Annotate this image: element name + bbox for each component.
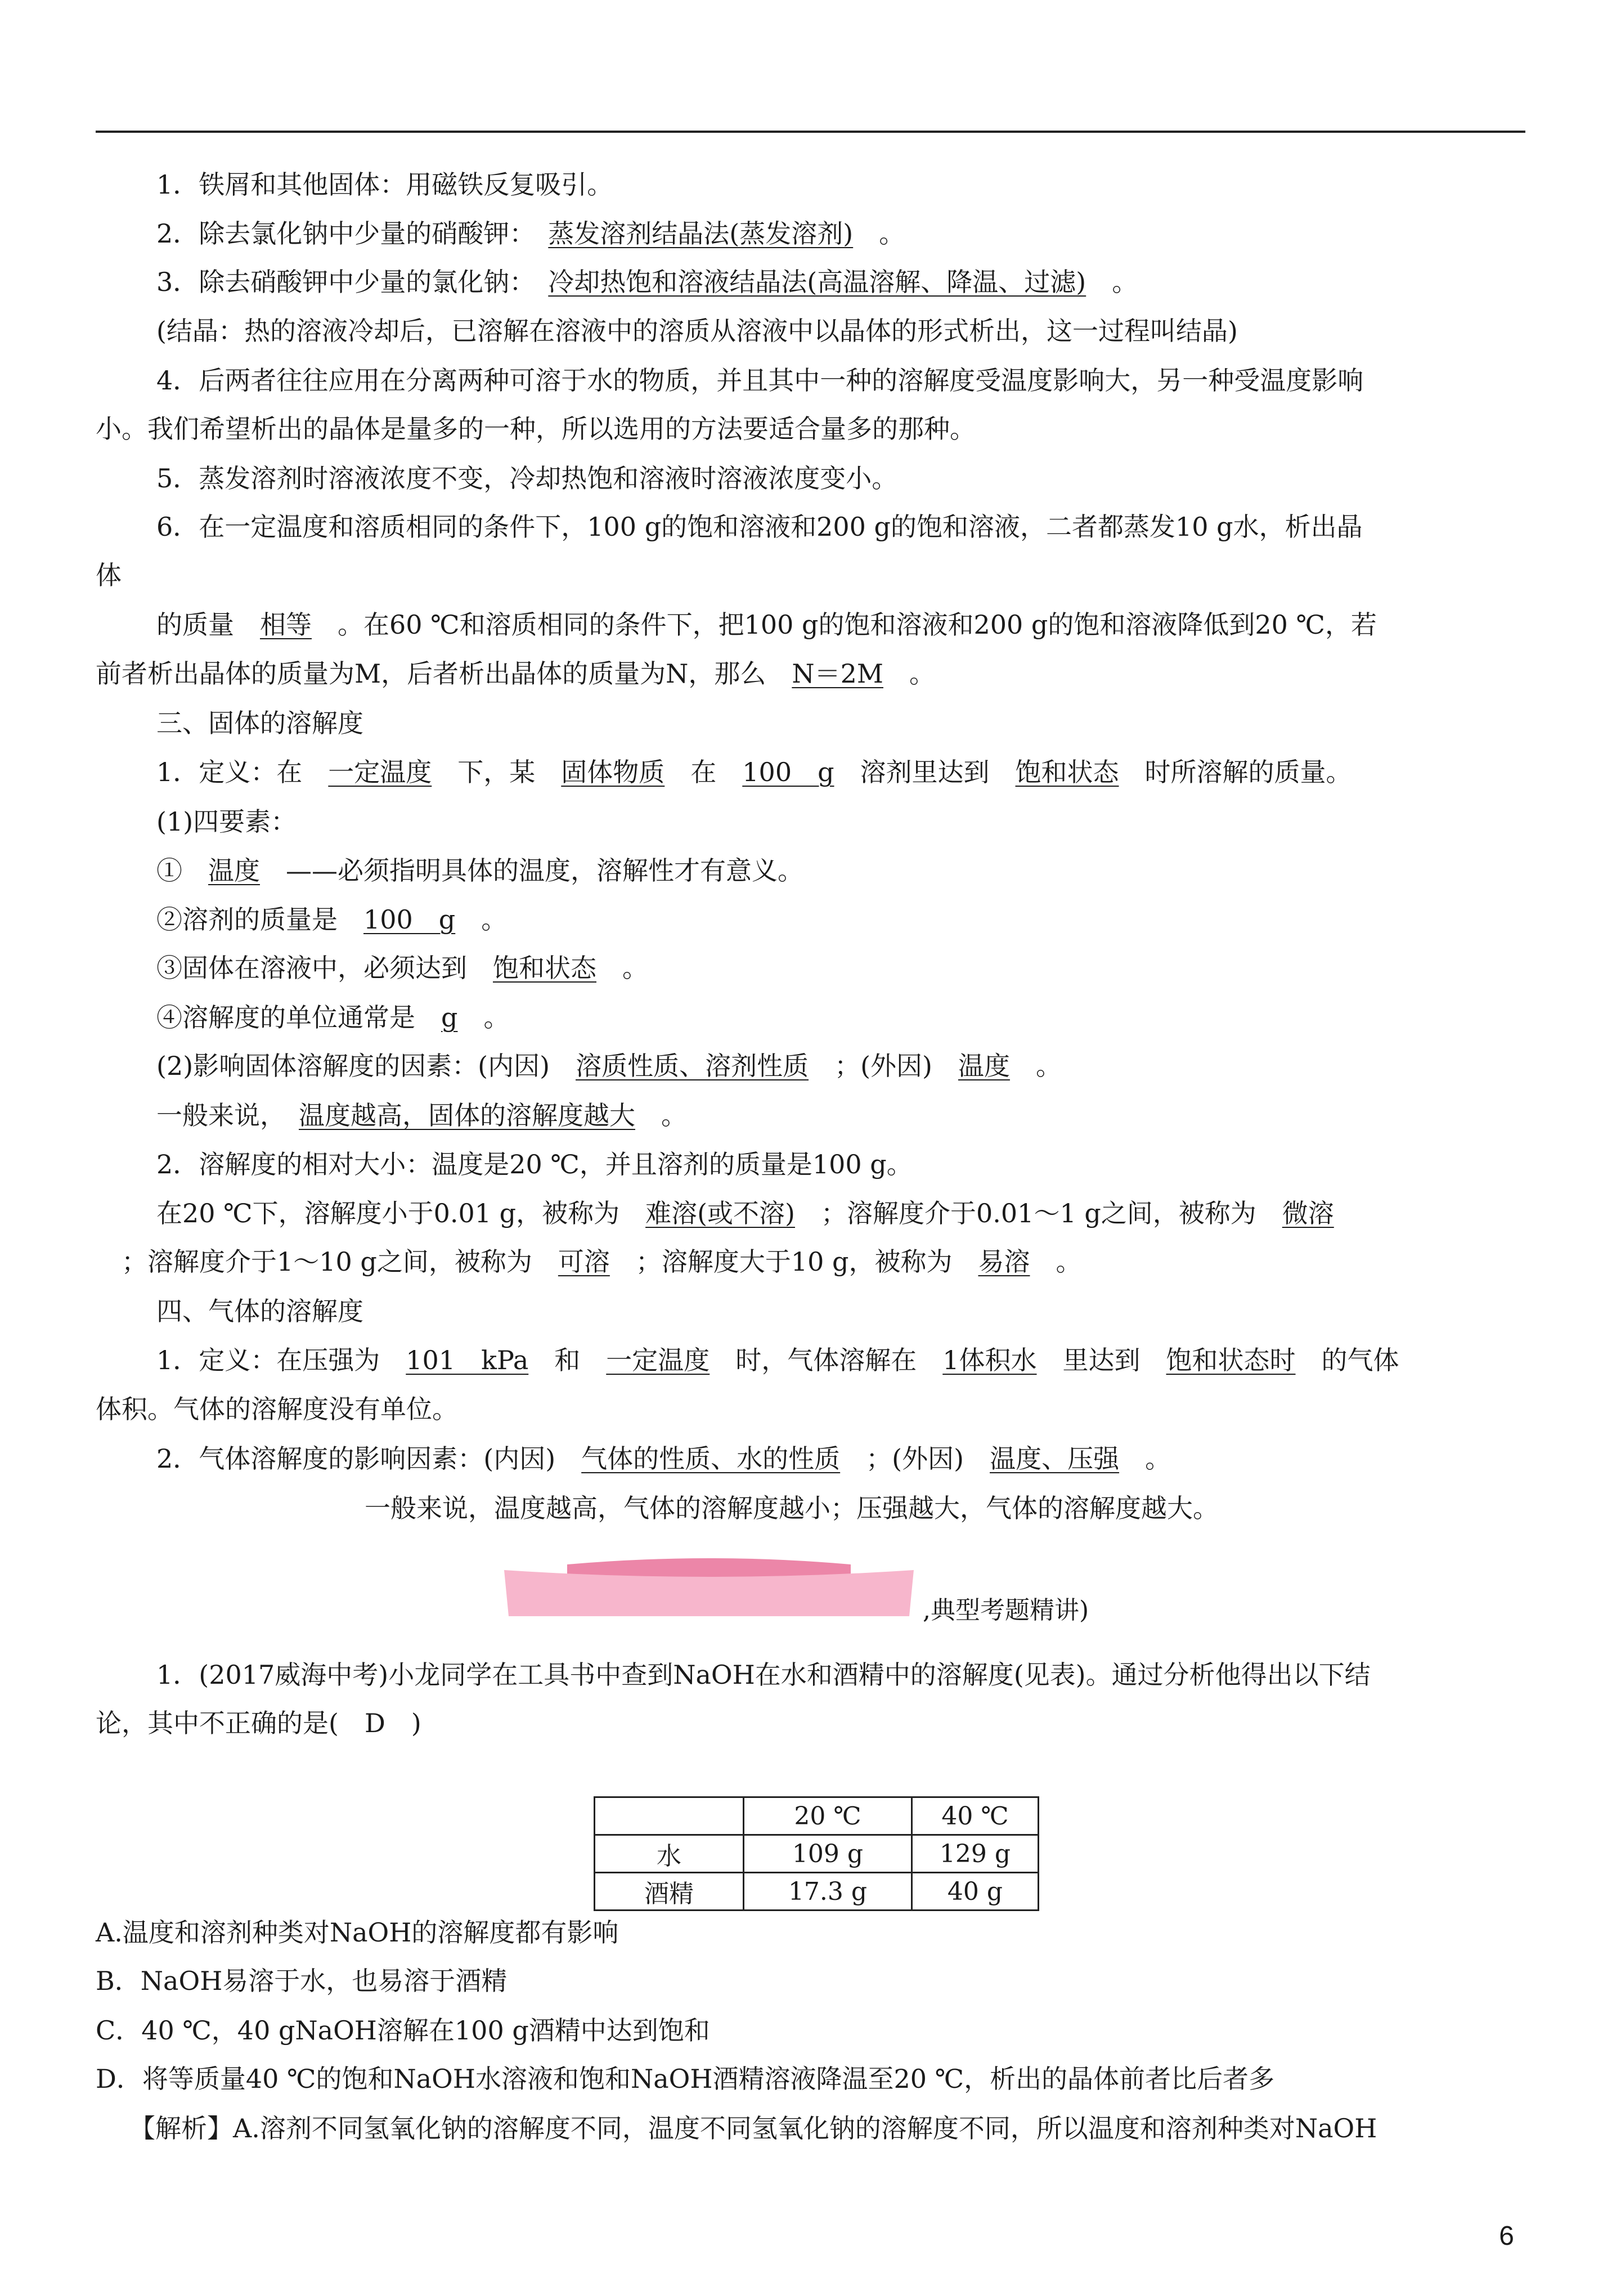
table-cell: 40 g <box>912 1873 1039 1911</box>
relative-size: 2．溶解度的相对大小：温度是20 ℃，并且溶剂的质量是100 g。 <box>156 1149 913 1180</box>
table-cell: 109 g <box>744 1835 912 1873</box>
note-crystallization: (结晶：热的溶液冷却后，已溶解在溶液中的溶质从溶液中以晶体的形式析出，这一过程叫结晶) <box>156 316 1238 346</box>
table-header-row <box>595 1797 1039 1835</box>
answer-blank: 固体物质 <box>561 757 665 787</box>
answer-blank: 温度越高，固体的溶解度越大 <box>299 1100 635 1131</box>
table-cell: 40 ℃ <box>912 1797 1039 1835</box>
section-4-heading: 四、气体的溶解度 <box>156 1296 363 1326</box>
item-6-line-1: 6．在一定温度和溶质相同的条件下，100 g的饱和溶液和200 g的饱和溶液，二者都蒸发10 g水，析出晶 <box>156 512 1363 542</box>
item-2: 2．除去氯化钠中少量的硝酸钾： 蒸发溶剂结晶法(蒸发溶剂) 。 <box>156 218 905 249</box>
option-d: D．将等质量40 ℃的饱和NaOH水溶液和饱和NaOH酒精溶液降温至20 ℃，析出的晶体前者比后者多 <box>96 2064 1275 2094</box>
definition-gas-line-2: 体积。气体的溶解度没有单位。 <box>96 1394 458 1424</box>
header-rule <box>96 131 1525 133</box>
table-cell: 水 <box>595 1835 744 1873</box>
item-3: 3．除去硝酸钾中少量的氯化钠： 冷却热饱和溶液结晶法(高温溶解、降温、过滤) 。 <box>156 267 1138 297</box>
four-elements: (1)四要素： <box>156 806 297 837</box>
item-6-line-2: 体 <box>96 560 122 590</box>
solubility-table <box>594 1796 1039 1911</box>
classification-line-2: ；溶解度介于1～10 g之间，被称为 可溶 ；溶解度大于10 g，被称为 易溶 。 <box>122 1246 1082 1277</box>
answer-blank: g <box>441 1002 458 1033</box>
definition-solid: 1．定义：在 一定温度 下，某 固体物质 在 100 g 溶剂里达到 饱和状态 时所溶解的质量。 <box>156 757 1352 787</box>
question-1-line-1: 1．(2017威海中考)小龙同学在工具书中查到NaOH在水和酒精中的溶解度(见表)。通过分析他得出以下结 <box>156 1660 1371 1690</box>
table-row <box>595 1835 1039 1873</box>
element-1: ① 温度 ——必须指明具体的温度，溶解性才有意义。 <box>156 855 803 886</box>
answer-blank: 饱和状态时 <box>1166 1345 1296 1375</box>
item-1: 1．铁屑和其他固体：用磁铁反复吸引。 <box>156 169 613 200</box>
item-6-line-3: 的质量 相等 。在60 ℃和溶质相同的条件下，把100 g的饱和溶液和200 g的饱和溶液降低到20 ℃，若 <box>156 609 1377 640</box>
section-banner <box>500 1554 918 1620</box>
analysis: 【解析】A.溶剂不同氢氧化钠的溶解度不同，温度不同氢氧化钠的溶解度不同，所以温度和溶剂种类对NaOH <box>129 2113 1377 2143</box>
answer-blank: 饱和状态 <box>1015 757 1119 787</box>
answer-blank: 温度 <box>208 855 260 886</box>
table-cell: 酒精 <box>595 1873 744 1911</box>
page-number: 6 <box>1499 2221 1514 2251</box>
classification-line-1: 在20 ℃下，溶解度小于0.01 g，被称为 难溶(或不溶) ；溶解度介于0.01～1 g之间，被称为 微溶 <box>156 1198 1334 1228</box>
answer-blank: 100 g <box>363 904 456 935</box>
table-cell: 17.3 g <box>744 1873 912 1911</box>
factors-gas: 2．气体溶解度的影响因素：(内因) 气体的性质、水的性质 ；(外因) 温度、压强 。 <box>156 1443 1171 1474</box>
answer-blank: 冷却热饱和溶液结晶法(高温溶解、降温、过滤) <box>548 267 1086 297</box>
option-b: B．NaOH易溶于水，也易溶于酒精 <box>96 1966 508 1996</box>
table-cell: 20 ℃ <box>744 1797 912 1835</box>
answer-blank: 微溶 <box>1282 1198 1334 1228</box>
question-1-line-2: 论，其中不正确的是( D ) <box>96 1708 421 1738</box>
general-rule-gas: 一般来说，温度越高，气体的溶解度越小；压强越大，气体的溶解度越大。 <box>365 1493 1219 1523</box>
answer-blank: 温度 <box>958 1051 1010 1081</box>
answer-blank: 难溶(或不溶) <box>645 1198 796 1228</box>
answer-blank: 100 g <box>742 757 834 787</box>
answer-blank: 蒸发溶剂结晶法(蒸发溶剂) <box>548 218 854 249</box>
answer-blank: N＝2M <box>792 658 883 689</box>
answer-blank: 温度、压强 <box>990 1443 1120 1474</box>
definition-gas: 1．定义：在压强为 101 kPa 和 一定温度 时，气体溶解在 1体积水 里达到 饱和状态时 的气体 <box>156 1345 1399 1375</box>
element-3: ③固体在溶液中，必须达到 饱和状态 。 <box>156 953 648 983</box>
answer-blank: 相等 <box>260 609 312 640</box>
section-3-heading: 三、固体的溶解度 <box>156 708 363 738</box>
item-4-line-2: 小。我们希望析出的晶体是量多的一种，所以选用的方法要适合量多的那种。 <box>96 414 976 444</box>
option-a: A.温度和溶剂种类对NaOH的溶解度都有影响 <box>96 1917 619 1948</box>
table-cell: 129 g <box>912 1835 1039 1873</box>
answer-blank: 可溶 <box>558 1246 610 1277</box>
answer-blank: 饱和状态 <box>493 953 596 983</box>
answer-blank: 气体的性质、水的性质 <box>581 1443 841 1474</box>
banner-title: ,典型考题精讲) <box>923 1596 1089 1625</box>
answer-blank: 一定温度 <box>328 757 432 787</box>
item-5: 5．蒸发溶剂时溶液浓度不变，冷却热饱和溶液时溶液浓度变小。 <box>156 463 898 494</box>
answer-blank: 1体积水 <box>942 1345 1037 1375</box>
general-rule-solid: 一般来说， 温度越高，固体的溶解度越大 。 <box>156 1100 687 1131</box>
option-c: C．40 ℃，40 gNaOH溶解在100 g酒精中达到饱和 <box>96 2015 710 2046</box>
answer-blank: 101 kPa <box>406 1345 529 1375</box>
item-4-line-1: 4．后两者往往应用在分离两种可溶于水的物质，并且其中一种的溶解度受温度影响大，另一种受温度影响 <box>156 365 1364 396</box>
table-row <box>595 1873 1039 1911</box>
factors-solid: (2)影响固体溶解度的因素：(内因) 溶质性质、溶剂性质 ；(外因) 温度 。 <box>156 1051 1062 1081</box>
answer-blank: 溶质性质、溶剂性质 <box>576 1051 809 1081</box>
item-6-line-4: 前者析出晶体的质量为M，后者析出晶体的质量为N，那么 N＝2M 。 <box>96 658 935 689</box>
table-cell <box>595 1797 744 1835</box>
element-4: ④溶解度的单位通常是 g 。 <box>156 1002 510 1033</box>
element-2: ②溶剂的质量是 100 g 。 <box>156 904 508 935</box>
answer-blank: 一定温度 <box>606 1345 710 1375</box>
answer-blank: 易溶 <box>978 1246 1030 1277</box>
